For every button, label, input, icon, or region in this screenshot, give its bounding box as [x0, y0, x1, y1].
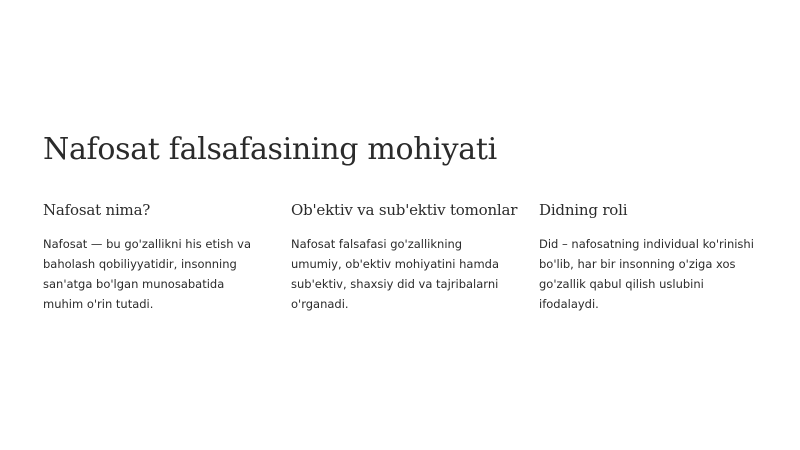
column-heading: Didning roli	[539, 201, 628, 219]
column-what-is-elegance	[43, 199, 268, 314]
column-heading: Nafosat nima?	[43, 201, 151, 219]
column-objective-subjective	[291, 199, 516, 314]
column-body: Nafosat falsafasi go'zallikning umumiy, ob'ektiv mohiyatini hamda sub'ektiv, shaxsiy did va tajribalarni o'rganadi.	[291, 237, 499, 311]
column-heading: Ob'ektiv va sub'ektiv tomonlar	[291, 201, 518, 219]
column-role-of-taste	[539, 199, 764, 314]
page-title: Nafosat falsafasining mohiyati	[43, 132, 497, 167]
column-body: Nafosat — bu go'zallikni his etish va baholash qobiliyyatidir, insonning san'atga bo'lgan munosabatida muhim o'rin tutadi.	[43, 237, 251, 311]
content-columns	[43, 199, 763, 314]
column-body: Did – nafosatning individual ko'rinishi bo'lib, har bir insonning o'ziga xos go'zallik qabul qilish uslubini ifodalaydi.	[539, 237, 754, 311]
